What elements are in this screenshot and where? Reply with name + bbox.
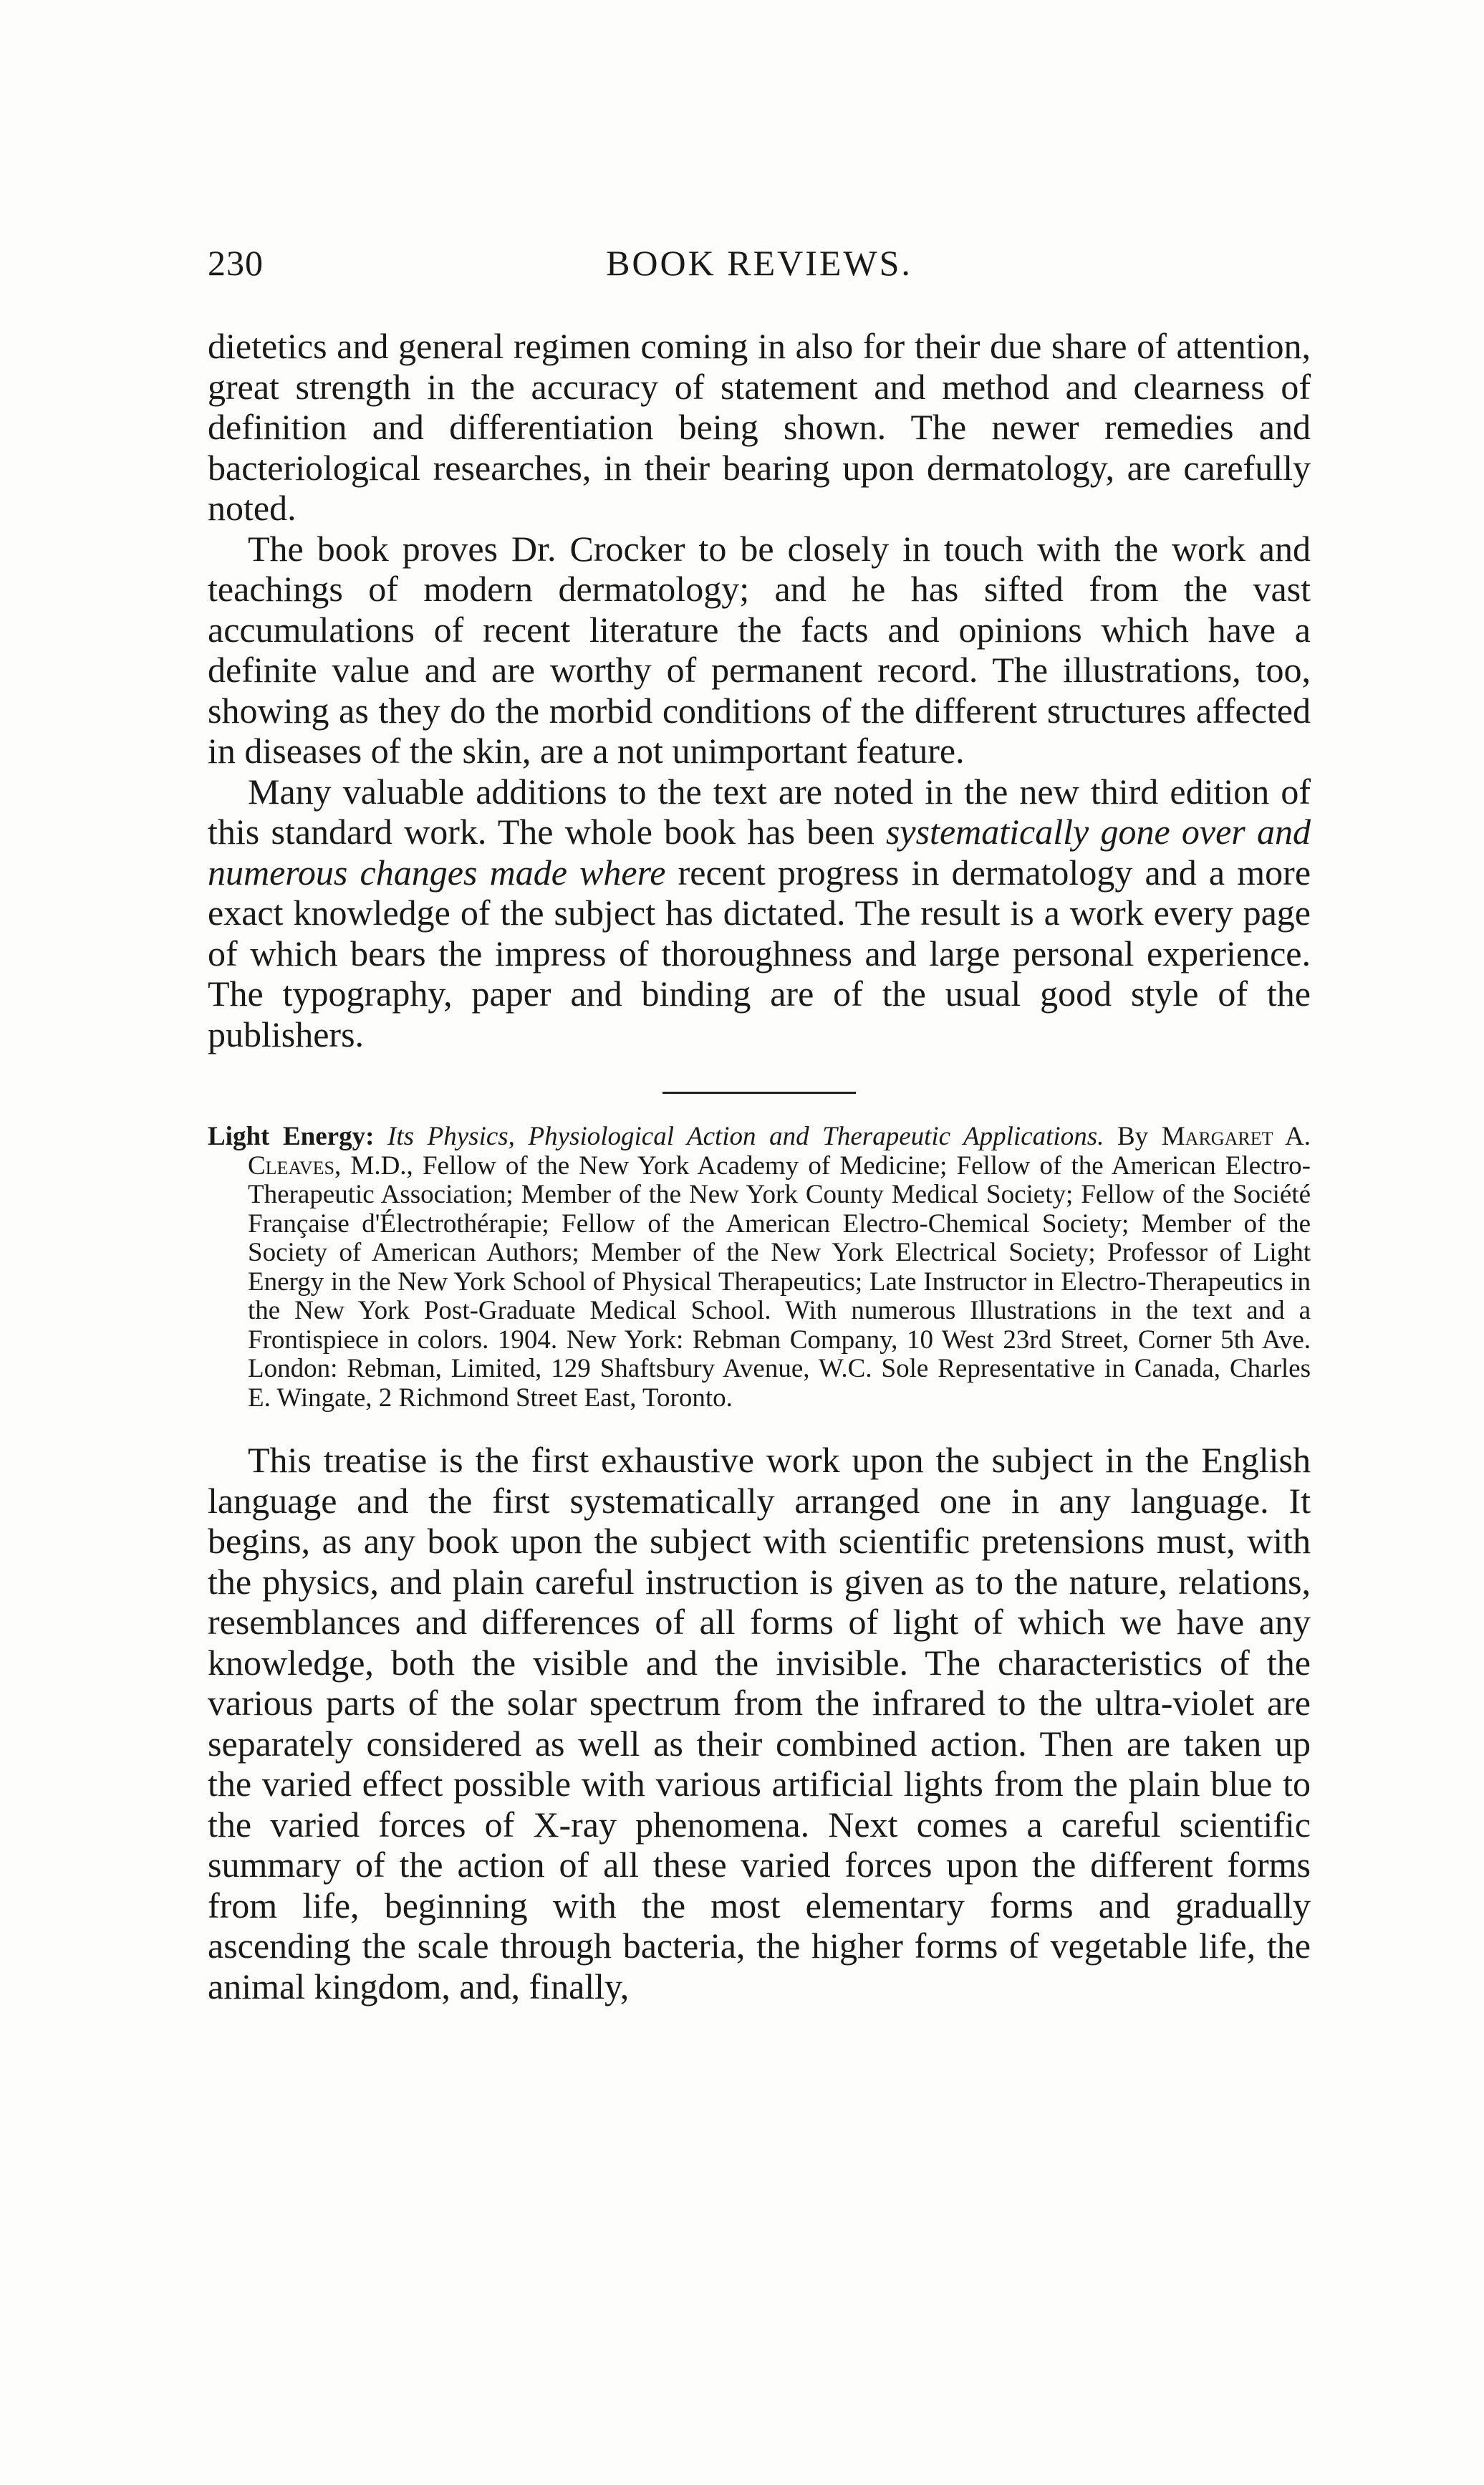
review1-p3-italic: systematically gone over and numerous changes made where (208, 812, 1311, 893)
review-crocker-continued (208, 326, 1311, 1054)
review1-p3-start: Many valuable additions to the text are noted in the new third edition of this standard work. The whole book has been (208, 771, 1311, 852)
citation-title: Light Energy: (208, 1122, 375, 1151)
review1-paragraph-3 (208, 772, 1311, 1055)
citation-details: , M.D., Fellow of the New York Academy of Medicine; Fellow of the American Electro-Therapeutic Association; Member of the New York County Medical Society; Fellow of the Société Française d'Électrothérapie; Fellow of the American Electro-Chemical Society; Member of the Society of American Authors; Member of the New York Electrical Society; Professor of Light Energy in the New York School of Physical Therapeutics; Late Instructor in Electro-Therapeutics in the New York Post-Graduate Medical School. With numerous Illustrations in the text and a Frontispiece in colors. 1904. New York: Rebman Company, 10 West 23rd Street, Corner 5th Ave. London: Rebman, Limited, 129 Shaftsbury Avenue, W.C. Sole Representative in Canada, Charles E. Wingate, 2 Richmond Street East, Toronto. (248, 1150, 1311, 1413)
citation-by: By (1104, 1122, 1162, 1151)
running-head: BOOK REVIEWS. (606, 243, 912, 283)
section-divider (662, 1092, 856, 1094)
review1-paragraph-1: dietetics and general regimen coming in also for their due share of attention, great strength in the accuracy of statement and method and clearness of definition and differentiation being shown. The newer remedies and bacteriological researches, in their bearing upon dermatology, are carefully noted. (208, 326, 1311, 528)
citation-author: Margaret A. Cleaves (248, 1122, 1311, 1181)
page-number: 230 (208, 243, 264, 283)
review1-p3-end: recent progress in dermatology and a more exact knowledge of the subject has dictated. The result is a work every page of which bears the impress of thoroughness and large personal experience. The typography, paper and binding are of the usual good style of the publishers. (208, 852, 1311, 1054)
book-citation (208, 1123, 1311, 1413)
text-column (208, 326, 1311, 2006)
review2-paragraph-1: This treatise is the first exhaustive work upon the subject in the English language and the first systematically arranged one in any language. It begins, as any book upon the subject with scientific pretensions must, with the physics, and plain careful instruction is given as to the nature, relations, resemblances and differences of all forms of light of which we have any knowledge, both the visible and the invisible. The characteristics of the various parts of the solar spectrum from the infrared to the ultra-violet are separately considered as well as their combined action. Then are taken up the varied effect possible with various artificial lights from the plain blue to the varied forces of X-ray phenomena. Next comes a careful scientific summary of the action of all these varied forces upon the different forms from life, beginning with the most elementary forms and gradually ascending the scale through bacteria, the higher forms of vegetable life, the animal kingdom, and, finally, (208, 1440, 1311, 2006)
review-light-energy (208, 1440, 1311, 2006)
page-header (208, 242, 1311, 292)
review1-paragraph-2: The book proves Dr. Crocker to be closely in touch with the work and teachings of modern dermatology; and he has sifted from the vast accumulations of recent literature the facts and opinions which have a definite value and are worthy of permanent record. The illustrations, too, showing as they do the morbid conditions of the different structures affected in diseases of the skin, are a not unimportant feature. (208, 528, 1311, 771)
citation-subtitle: Its Physics, Physiological Action and Therapeutic Applications. (374, 1122, 1104, 1151)
